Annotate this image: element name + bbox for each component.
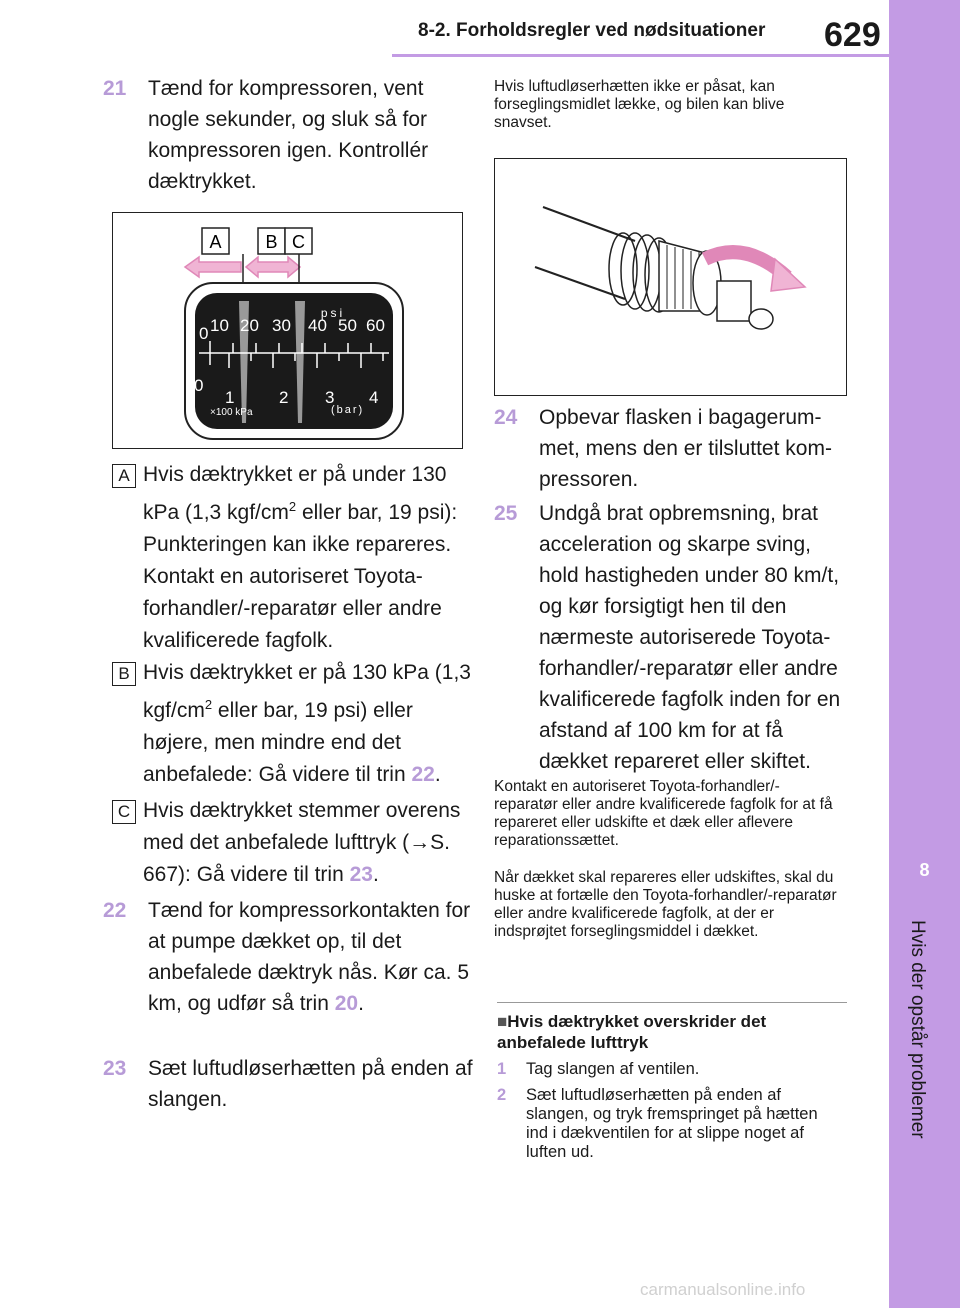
subsection-step-1 [497,1060,842,1079]
item-c-text [143,795,473,891]
psi-tick-20: 20 [240,316,259,335]
item-a-text-pre: Hvis dæktrykket er på under 130 kPa (1,3 kgf/cm [143,463,447,524]
bar-tick-0: 0 [194,376,204,395]
psi-tick-50: 50 [338,316,357,335]
watermark: carmanualsonline.info [640,1280,806,1299]
step-number: 21 [103,77,127,100]
step-22-ref[interactable]: 20 [334,992,359,1015]
item-c-text-pre: Hvis dæktrykket stemmer overens med det anbefalede lufttryk (→S. 667): Gå videre til trin [143,799,461,886]
step-text: Sæt luftudløserhætten på enden af slangen, og tryk fremspringet på hætten ind i dækventilen for at slippe noget af luften ud. [526,1086,818,1161]
item-c-end: . [372,863,379,886]
item-a-label: A [112,464,136,488]
step-text: Tag slangen af ventilen. [526,1060,700,1078]
step-text: Tænd for kompressoren, vent nogle sekunder, og sluk så for kompressoren igen. Kontrollér dæktrykket. [148,77,429,193]
item-b-text [143,657,473,791]
square-bullet-icon: ■ [497,1012,508,1031]
marker-b: B [265,232,278,252]
step-22 [103,895,473,1019]
cap-warning-note: Hvis luftudløserhætten ikke er påsat, kan forseglingsmidlet lække, og bilen kan blive snavset. [494,78,785,131]
step-number: 2 [497,1086,507,1104]
header-rule [392,54,889,57]
step-22-end: . [358,992,364,1015]
item-a-text-post: eller bar, 19 psi): Punkteringen kan ikke repareres. Kontakt en autoriseret Toyota-forhandler/-reparatør eller andre kvalificerede fagfolk. [143,501,458,652]
step-24 [494,402,844,495]
section-title: 8-2. Forholdsregler ved nødsituationer [418,20,766,41]
hose-cap-figure [494,158,847,396]
chapter-number: 8 [919,860,930,880]
psi-unit: psi [320,306,346,320]
bar-unit: (bar) [331,404,365,416]
item-b-end: . [434,763,441,786]
step-number: 24 [494,406,518,429]
step-text: Sæt luftudløserhætten på enden af slangen. [148,1057,473,1111]
item-b-step-ref[interactable]: 22 [411,763,435,786]
item-c-step-ref[interactable]: 23 [349,863,373,886]
hose-cap-illustration [495,159,846,395]
psi-tick-0: 0 [199,324,209,343]
subsection-rule [497,1002,847,1003]
subsection-heading [497,1011,847,1053]
step-25 [494,498,844,777]
step-number: 23 [103,1057,127,1080]
item-a-sup: 2 [288,499,297,514]
item-b-label: B [112,662,136,686]
bar-tick-1: 1 [225,388,235,407]
step-number: 25 [494,502,518,525]
bar-tick-3: 3 [325,388,335,407]
subsection-step-2 [497,1086,842,1162]
marker-c: C [292,232,305,252]
bar-tick-2: 2 [279,388,289,407]
psi-tick-40: 40 [308,316,327,335]
kpa-unit: ×100 kPa [210,407,253,418]
item-a-text [143,459,473,657]
psi-tick-10: 10 [210,316,229,335]
step-number: 22 [103,899,127,922]
psi-tick-60: 60 [366,316,385,335]
item-b-text-post: eller bar, 19 psi) eller højere, men mindre end det anbefalede: Gå videre til trin [143,699,413,786]
step-text: Undgå brat opbremsning, brat acceleration og skarpe sving, hold hastigheden under 80 km/t, og kør forsigtigt hen til den nærmeste autoriserede Toyota-forhandler/-reparatør eller andre kvalificerede fagfolk inden for en afstand af 100 km for at få dækket repareret eller skiftet. [539,502,841,773]
marker-a: A [209,232,222,252]
step-number: 1 [497,1060,507,1078]
step-23 [103,1053,473,1115]
chapter-title: Hvis der opstår problemer [907,920,928,1139]
step-21 [103,73,473,197]
item-b-sup: 2 [204,697,213,712]
item-c-label: C [112,800,136,824]
page-number: 629 [824,16,881,54]
bar-tick-4: 4 [369,388,379,407]
step-text: Opbevar flasken i bagagerum-met, mens den er tilsluttet kom-pressoren. [539,406,832,491]
pressure-gauge-figure [112,212,463,449]
subsection-title: Hvis dæktrykket overskrider det anbefalede lufttryk [497,1012,767,1052]
inform-paragraph: Når dækket skal repareres eller udskiftes, skal du huske at fortælle den Toyota-forhandler/-reparatør eller andre kvalificerede fagfolk, at der er indsprøjtet forseglingsmiddel i dækket. [494,869,837,940]
psi-tick-30: 30 [272,316,291,335]
step-text: Tænd for kompressorkontakten for at pumpe dækket op, til det anbefalede dæktryk nås. Kør ca. 5 km, og udfør så trin [148,899,471,1015]
item-b-text-pre: Hvis dæktrykket er på 130 kPa (1,3 kgf/cm [143,661,471,722]
contact-paragraph: Kontakt en autoriseret Toyota-forhandler/-reparatør eller andre kvalificerede fagfolk for at få repareret eller udskifte et dæk eller aflevere reparationssættet. [494,778,833,849]
pressure-gauge-illustration [113,213,462,448]
